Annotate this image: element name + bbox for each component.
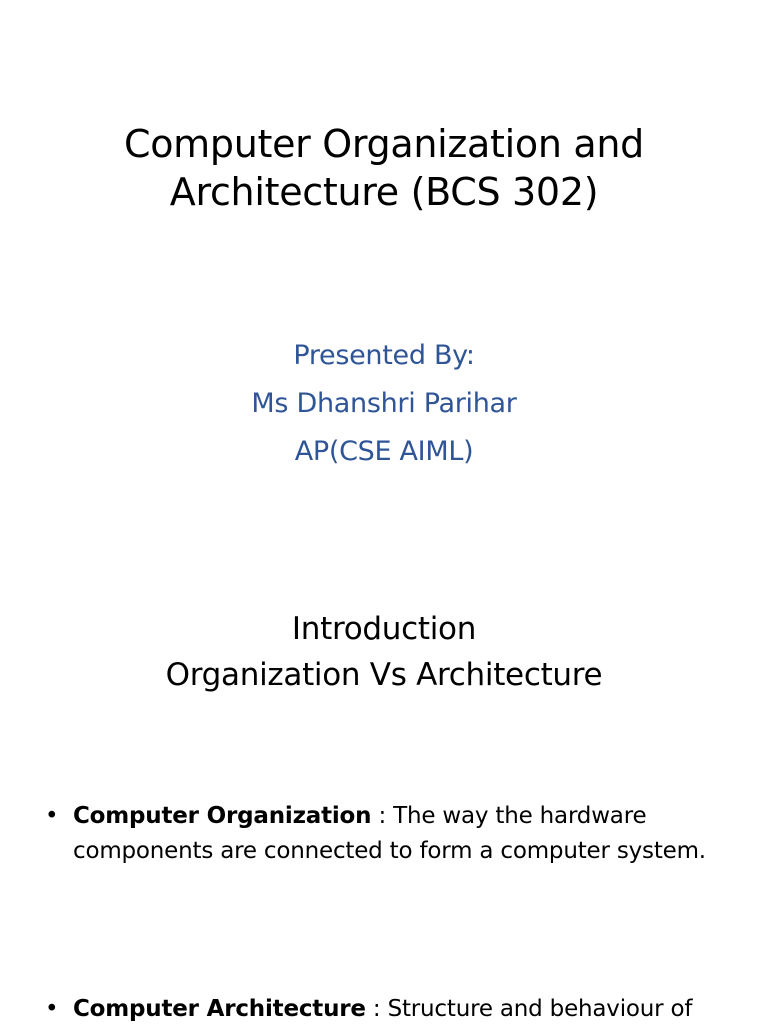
bullet-item-computer-architecture — [45, 992, 733, 1024]
section-heading — [0, 606, 768, 698]
bullet-term: Computer Architecture — [73, 996, 366, 1022]
bullet-item-computer-organization — [45, 799, 733, 869]
bullet-term: Computer Organization — [73, 803, 372, 829]
presenter-designation: AP(CSE AIML) — [294, 436, 474, 467]
bullet-definition: : The way the hardware components are connected to form a computer system. — [73, 803, 706, 864]
slide-title — [0, 120, 768, 216]
section-heading-line-2: Organization Vs Architecture — [165, 657, 603, 693]
bullet-icon: • — [45, 996, 59, 1022]
bullet-icon: • — [45, 803, 59, 829]
section-heading-line-1: Introduction — [291, 611, 477, 647]
bullet-definition: : Structure and behaviour of — [365, 996, 693, 1022]
presented-by-label: Presented By: — [293, 340, 475, 371]
presenter-info — [0, 332, 768, 476]
title-line-2: Architecture (BCS 302) — [169, 170, 599, 214]
title-line-1: Computer Organization and — [124, 122, 644, 166]
presenter-name: Ms Dhanshri Parihar — [251, 388, 517, 419]
